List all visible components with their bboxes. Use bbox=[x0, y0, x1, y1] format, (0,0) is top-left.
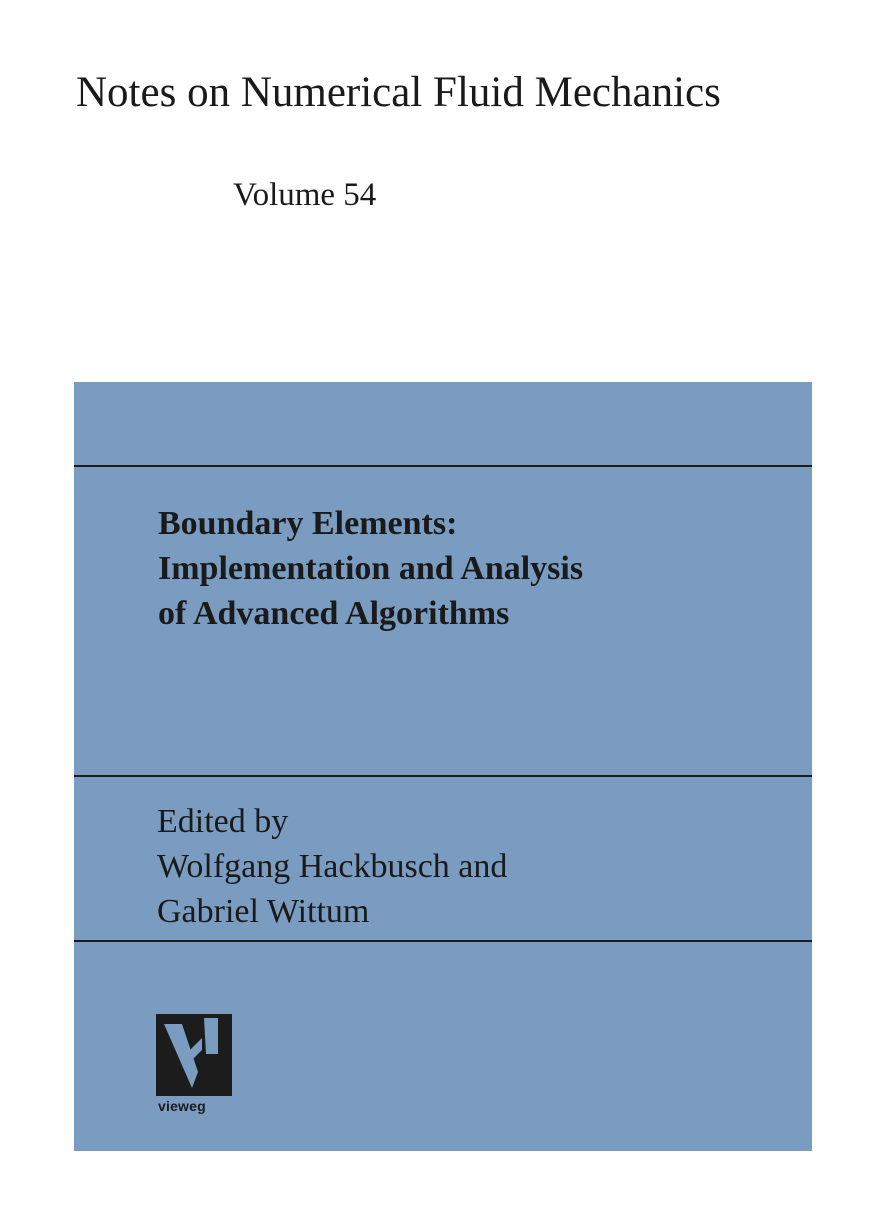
editors bbox=[157, 799, 507, 934]
editors-line-1: Edited by bbox=[157, 803, 289, 840]
editors-line-2: Wolfgang Hackbusch and bbox=[157, 848, 508, 885]
publisher-logo-text: vieweg bbox=[158, 1098, 206, 1114]
cover-panel bbox=[74, 382, 812, 1151]
volume-number: Volume 54 bbox=[233, 177, 377, 213]
book-title-line-1: Boundary Elements: bbox=[158, 505, 458, 542]
divider-top bbox=[74, 465, 812, 467]
divider-bottom bbox=[74, 940, 812, 942]
series-title: Notes on Numerical Fluid Mechanics bbox=[76, 69, 721, 116]
book-title-line-2: Implementation and Analysis bbox=[158, 550, 584, 587]
divider-middle bbox=[74, 775, 812, 777]
book-title bbox=[158, 501, 583, 636]
book-title-line-3: of Advanced Algorithms bbox=[158, 595, 510, 632]
editors-line-3: Gabriel Wittum bbox=[157, 893, 370, 930]
